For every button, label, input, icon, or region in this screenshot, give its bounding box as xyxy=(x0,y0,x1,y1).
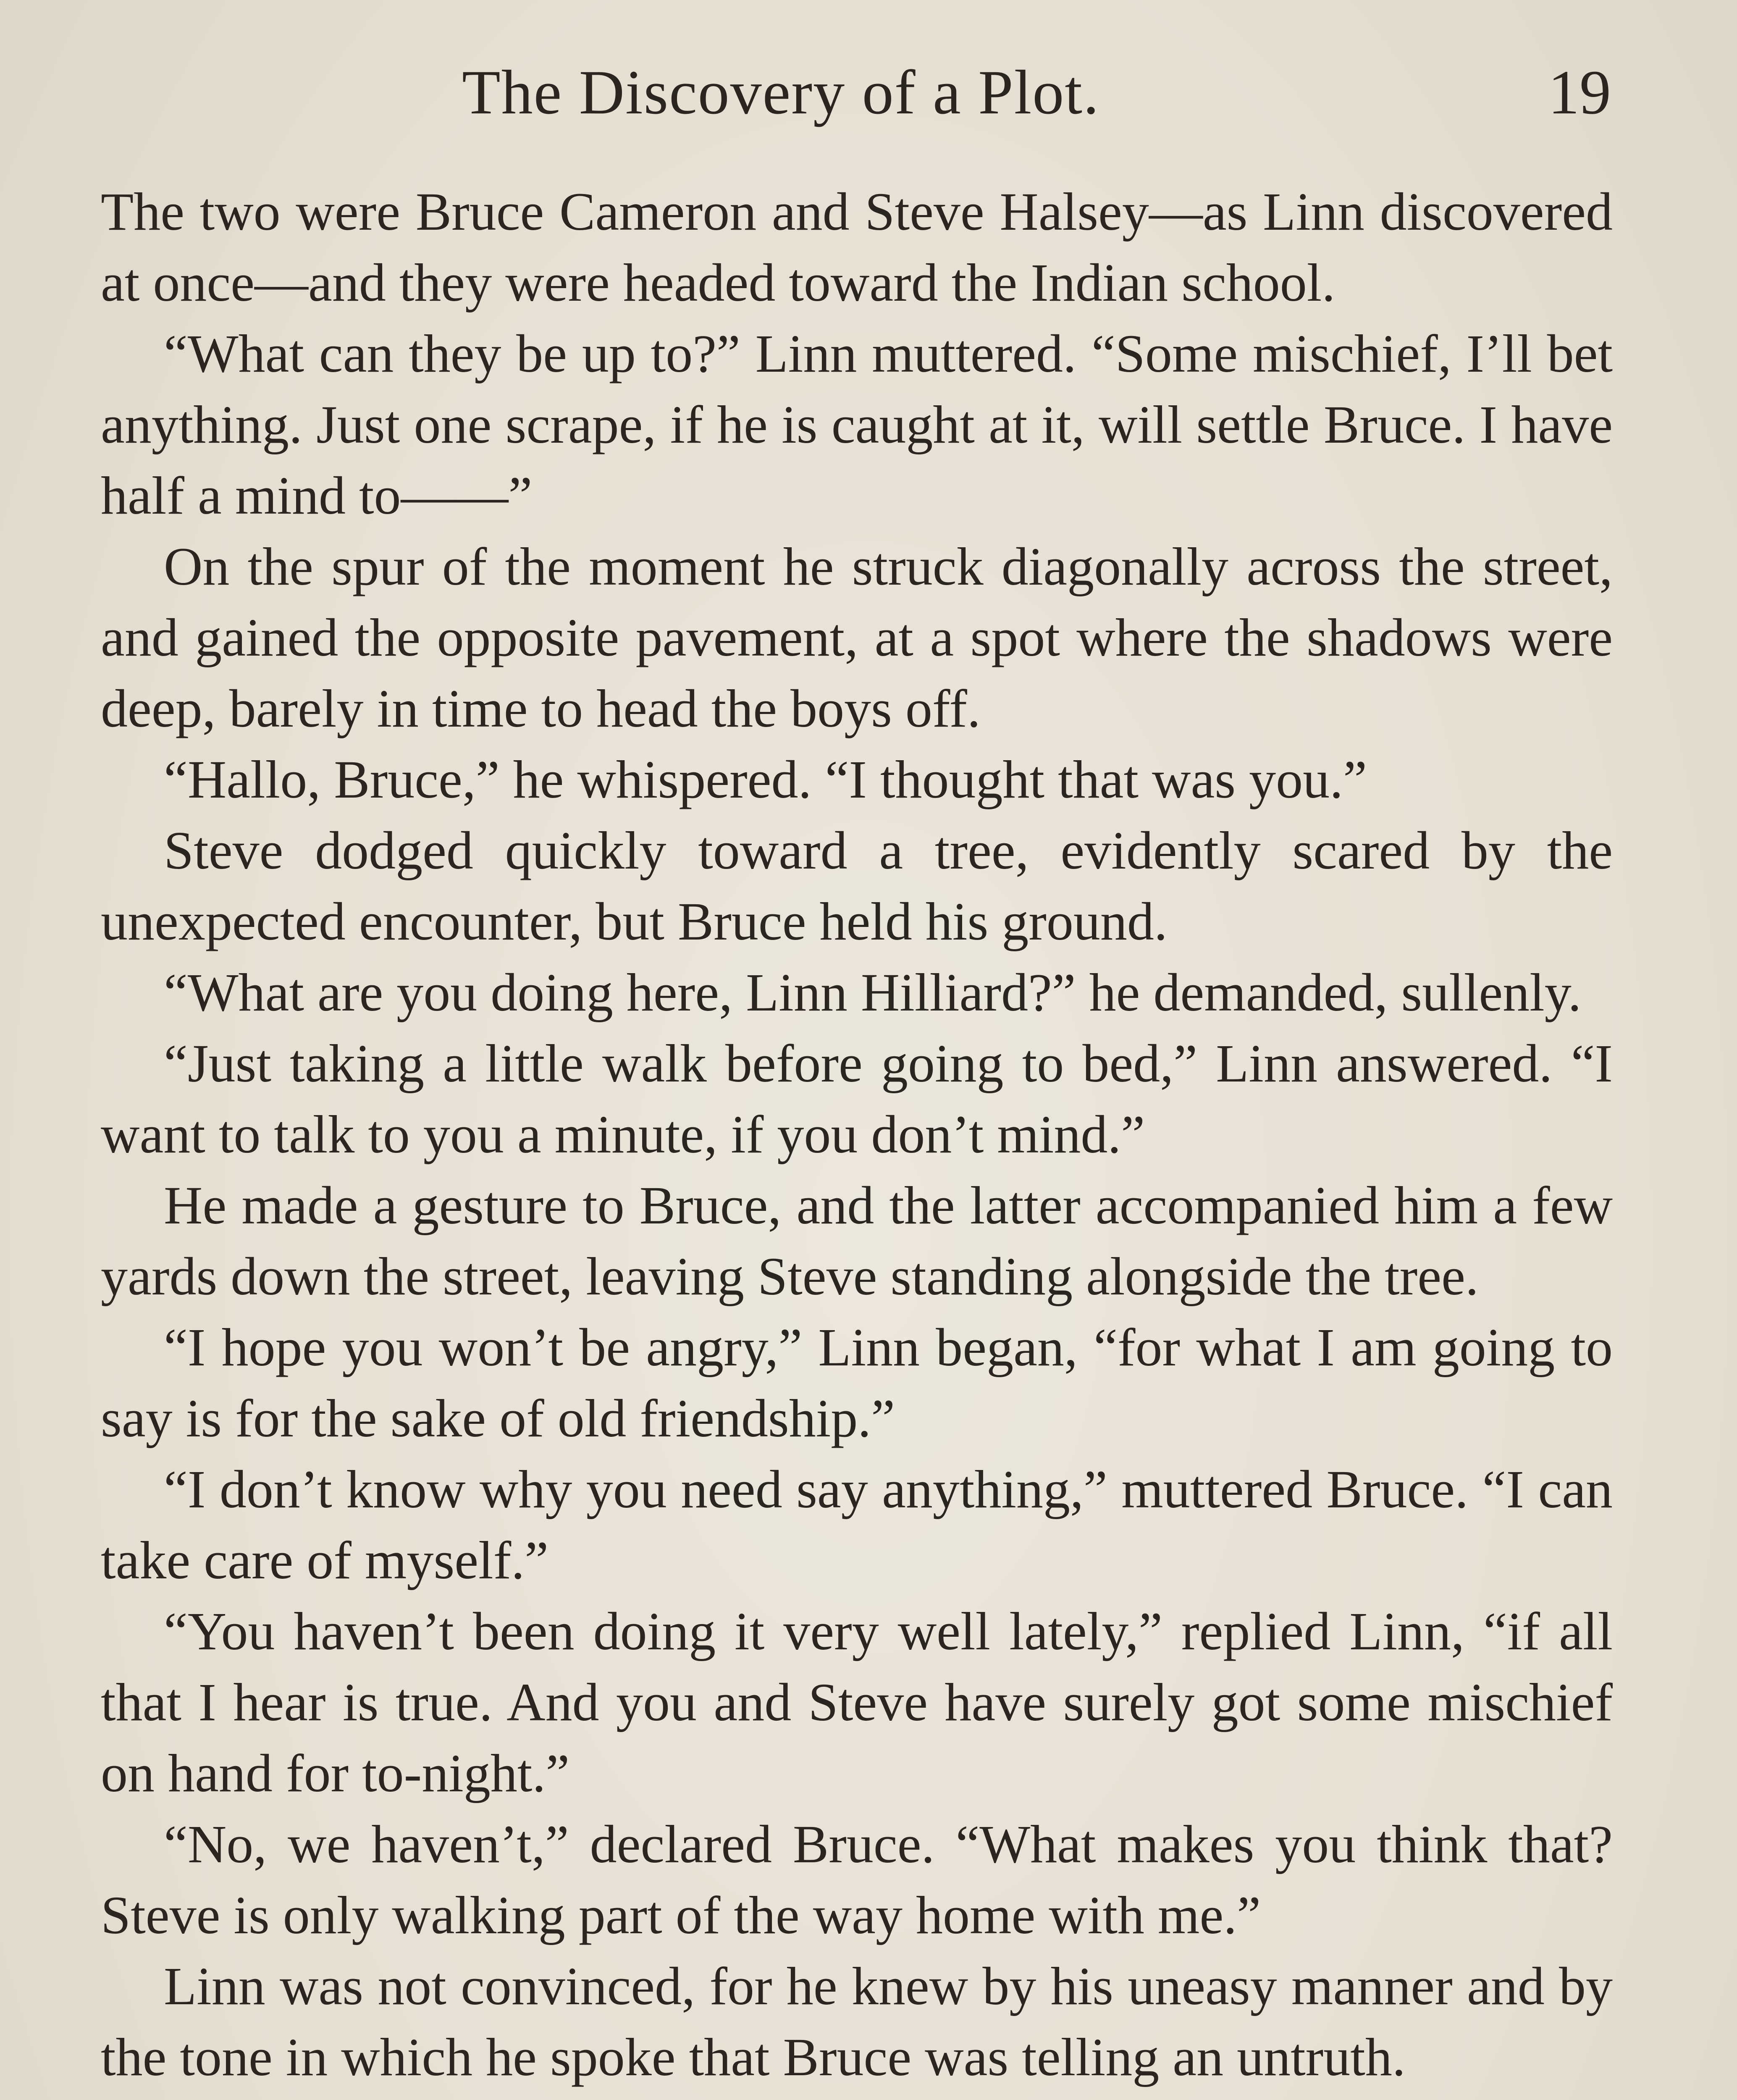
paragraph: “No, we haven’t,” declared Bruce. “What makes you think that? Steve is only walking part of the way home with me.” xyxy=(101,1814,1613,1945)
paragraph: “I don’t know why you need say anything,” muttered Bruce. “I can take care of myself.” xyxy=(101,1460,1613,1590)
paragraph: “Just taking a little walk before going to bed,” Linn answered. “I want to talk to you a minute, if you don’t mind.” xyxy=(101,1034,1613,1164)
paragraph: Linn was not convinced, for he knew by his uneasy manner and by the tone in which he spoke that Bruce was telling an untruth. xyxy=(101,1956,1613,2087)
running-head xyxy=(101,50,1611,134)
paragraph: He made a gesture to Bruce, and the latter accompanied him a few yards down the street, leaving Steve standing alongside the tree. xyxy=(101,1176,1613,1306)
running-title: The Discovery of a Plot. xyxy=(462,58,1100,127)
paragraph: On the spur of the moment he struck diagonally across the street, and gained the opposite pavement, at a spot where the shadows were deep, barely in time to head the boys off. xyxy=(101,537,1613,738)
paragraph: “I hope you won’t be angry,” Linn began, “for what I am going to say is for the sake of old friendship.” xyxy=(101,1318,1613,1448)
paragraph: “What can they be up to?” Linn muttered. “Some mischief, I’ll bet anything. Just one scrape, if he is caught at it, will settle Bruce. I have half a mind to——” xyxy=(101,324,1613,525)
body-text xyxy=(101,176,1613,2093)
paragraph: “What are you doing here, Linn Hilliard?” he demanded, sullenly. xyxy=(164,963,1582,1022)
paragraph: Steve dodged quickly toward a tree, evidently scared by the unexpected encounter, but Bruce held his ground. xyxy=(101,821,1613,951)
paragraph: “Hallo, Bruce,” he whispered. “I thought that was you.” xyxy=(164,750,1367,809)
page-number: 19 xyxy=(1548,58,1611,127)
paragraph: “You haven’t been doing it very well lately,” replied Linn, “if all that I hear is true. And you and Steve have surely got some mischief on hand for to-night.” xyxy=(101,1601,1613,1803)
paragraph: The two were Bruce Cameron and Steve Halsey—as Linn discovered at once—and they were headed toward the Indian school. xyxy=(101,182,1613,312)
